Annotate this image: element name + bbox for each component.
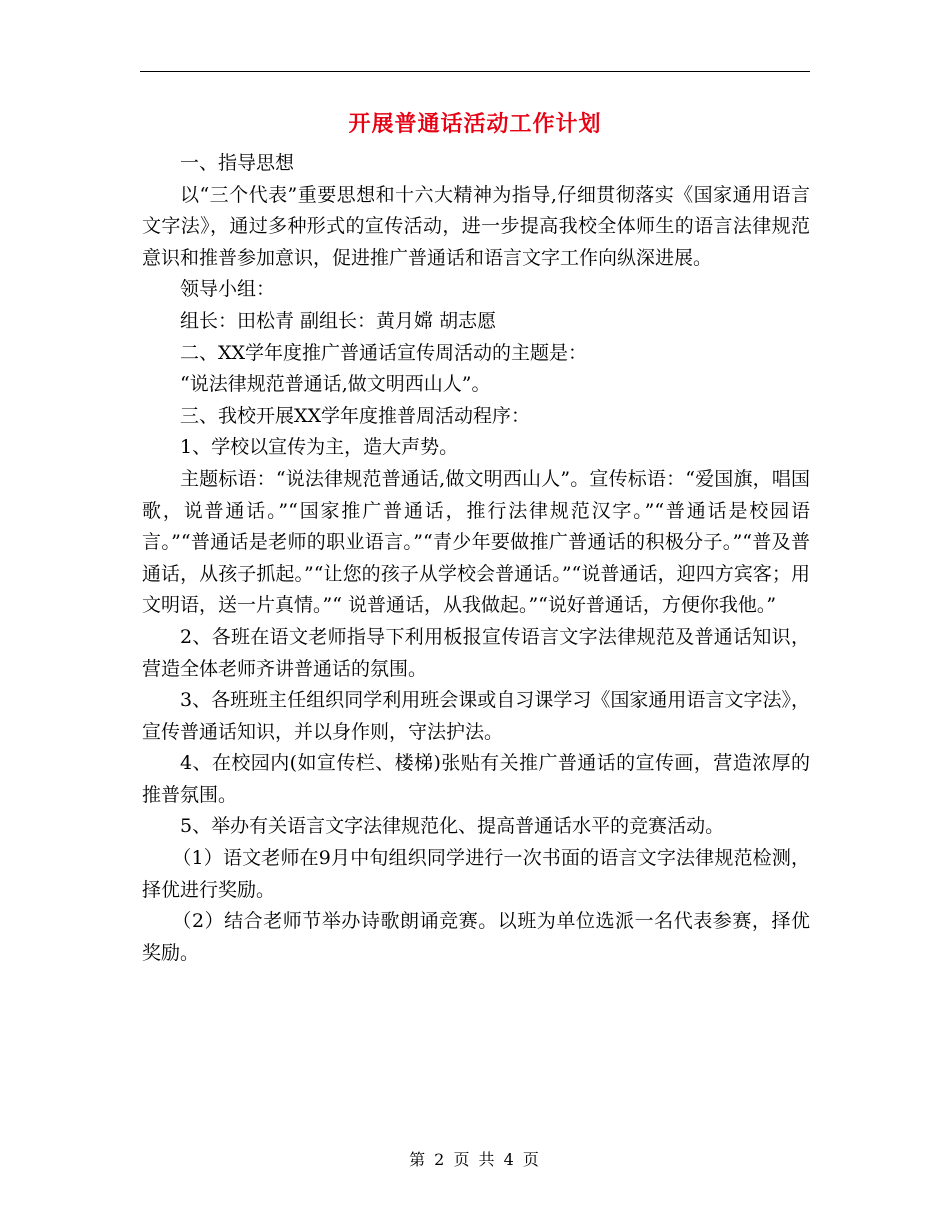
slogans-paragraph: 主题标语：“说法律规范普通话,做文明西山人”。宣传标语：“爱国旗，唱国歌，说普通话。”“国家推广普通话，推行法律规范汉字。”“普通话是校园语言。”“普通话是老师的职业语言。”“青少年要做推广普通话的积极分子。”“普及普通话，从孩子抓起。”“让您的孩子从学校会普通话。”“说普通话，迎四方宾客；用文明语，送一片真情。”“ 说普通话，从我做起。”“说好普通话，方便你我他。” bbox=[142, 467, 810, 617]
procedure-item-5: 5、举办有关语言文字法律规范化、提高普通话水平的竞赛活动。 bbox=[180, 815, 725, 838]
theme-slogan: “说法律规范普通话,做文明西山人”。 bbox=[180, 373, 491, 396]
section-heading-guiding-thought: 一、指导思想 bbox=[180, 152, 295, 174]
leadership-members: 组长：田松青 副组长：黄月嫦 胡志愿 bbox=[180, 309, 497, 332]
procedure-subitem-2: （2）结合老师节举办诗歌朗诵竞赛。以班为单位选派一名代表参赛，择优奖励。 bbox=[142, 910, 810, 964]
header-rule bbox=[140, 71, 810, 72]
procedure-item-3: 3、各班班主任组织同学利用班会课或自习课学习《国家通用语言文字法》，宣传普通话知识，并以身作则，守法护法。 bbox=[142, 689, 810, 743]
procedure-subitem-1: （1）语文老师在9月中旬组织同学进行一次书面的语言文字法律规范检测，择优进行奖励。 bbox=[142, 847, 810, 901]
procedure-item-2: 2、各班在语文老师指导下利用板报宣传语言文字法律规范及普通话知识，营造全体老师齐讲普通话的氛围。 bbox=[142, 625, 810, 680]
document-body bbox=[142, 148, 810, 969]
section-heading-procedure: 三、我校开展XX学年度推普周活动程序： bbox=[180, 404, 531, 427]
paragraph-guiding-thought: 以“三个代表”重要思想和十六大精神为指导,仔细贯彻落实《国家通用语言文字法》，通过多种形式的宣传活动，进一步提高我校全体师生的语言法律规范意识和推普参加意识，促进推广普通话和语言文字工作向纵深进展。 bbox=[142, 183, 810, 269]
document-title: 开展普通话活动工作计划 bbox=[348, 112, 602, 137]
procedure-item-4: 4、在校园内(如宣传栏、楼梯)张贴有关推广普通话的宣传画，营造浓厚的推普氛围。 bbox=[142, 752, 810, 806]
leadership-group-label: 领导小组： bbox=[180, 278, 276, 301]
section-heading-theme: 二、XX学年度推广普通话宣传周活动的主题是： bbox=[180, 341, 588, 364]
procedure-item-1: 1、学校以宣传为主，造大声势。 bbox=[180, 436, 459, 459]
page-number: 第 2 页 共 4 页 bbox=[409, 1150, 541, 1169]
